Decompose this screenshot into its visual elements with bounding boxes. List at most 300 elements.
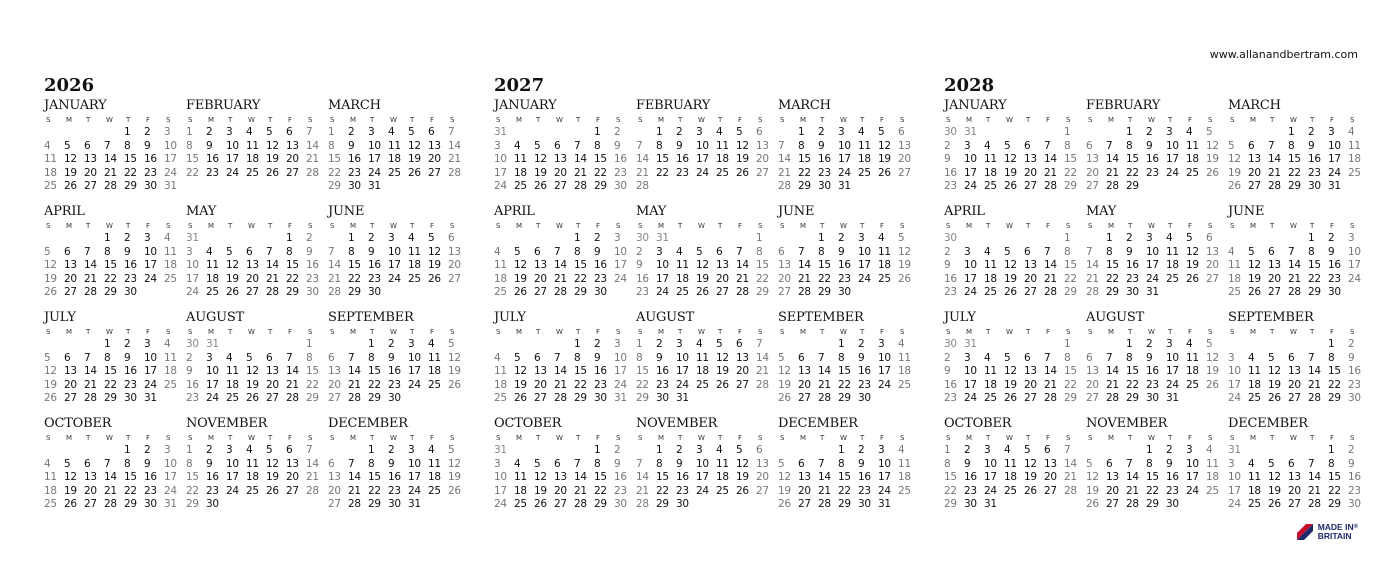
weekday-header-row — [494, 433, 634, 444]
weekday-initial: S — [1230, 434, 1235, 442]
day-cell: 9 — [1348, 351, 1355, 364]
day-cell: 20 — [798, 484, 811, 497]
weekday-initial: S — [188, 328, 193, 336]
day-cell: 26 — [1268, 498, 1281, 510]
day-cell: 21 — [348, 378, 361, 391]
day-cell: 6 — [554, 139, 561, 152]
day-cell: 27 — [1268, 286, 1281, 298]
weekday-initial: F — [430, 222, 434, 230]
week-row — [186, 338, 326, 352]
day-cell: 14 — [84, 259, 97, 271]
day-cell: 28 — [448, 166, 461, 179]
week-row — [778, 167, 918, 181]
day-cell: 22 — [1328, 378, 1341, 391]
weekday-initial: T — [1168, 434, 1172, 442]
day-cell: 8 — [368, 351, 375, 364]
week-row — [494, 365, 634, 379]
day-cell: 28 — [1106, 392, 1119, 404]
day-cell: 13 — [1288, 365, 1301, 377]
day-cell: 16 — [388, 365, 401, 377]
day-cell: 26 — [44, 392, 57, 404]
weekday-initial: M — [800, 116, 806, 124]
day-cell: 20 — [64, 378, 77, 391]
day-cell: 9 — [594, 351, 601, 364]
day-cell: 12 — [246, 365, 259, 377]
week-row — [494, 259, 634, 273]
weekday-header-row — [1086, 327, 1226, 338]
day-cell: 1 — [594, 126, 601, 138]
day-cell: 1 — [306, 338, 313, 350]
day-cell: 24 — [838, 166, 851, 179]
day-cell: 5 — [64, 457, 71, 470]
day-cell: 11 — [878, 245, 891, 258]
day-cell: 30 — [124, 392, 137, 404]
week-row — [944, 167, 1084, 181]
day-cell: 9 — [944, 259, 951, 271]
month-name: OCTOBER — [944, 416, 1012, 431]
day-cell: 31 — [878, 498, 891, 510]
day-cell: 26 — [736, 166, 749, 179]
day-cell: 11 — [676, 259, 689, 271]
day-cell: 27 — [448, 272, 461, 285]
day-cell: 8 — [656, 457, 663, 470]
week-row — [636, 444, 776, 458]
day-cell: 3 — [614, 232, 621, 244]
weekday-initial: T — [986, 328, 990, 336]
day-cell: 1 — [818, 232, 825, 244]
day-cell: 23 — [838, 272, 851, 285]
day-cell: 4 — [44, 139, 51, 152]
weekday-initial: W — [1290, 434, 1297, 442]
month-april — [44, 204, 186, 310]
day-cell: 14 — [1044, 153, 1057, 165]
day-cell: 7 — [306, 126, 313, 138]
day-cell: 19 — [514, 272, 527, 285]
day-cell — [1268, 232, 1288, 246]
month-name: MARCH — [778, 98, 831, 113]
month-grid — [328, 115, 468, 194]
day-cell — [1288, 232, 1308, 246]
day-cell: 7 — [1308, 457, 1315, 470]
day-cell: 23 — [676, 484, 689, 497]
day-cell: 9 — [838, 245, 845, 258]
day-cell: 1 — [124, 126, 131, 138]
day-cell: 7 — [818, 351, 825, 364]
day-cell: 24 — [164, 484, 177, 497]
day-cell: 4 — [1186, 338, 1193, 350]
week-row — [494, 458, 634, 472]
day-cell: 6 — [1024, 351, 1031, 364]
day-cell: 31 — [676, 392, 689, 404]
day-cell: 10 — [964, 259, 977, 271]
day-cell: 4 — [676, 245, 683, 258]
day-cell: 1 — [328, 126, 335, 138]
day-cell: 4 — [984, 351, 991, 364]
weekday-header-row — [186, 433, 326, 444]
day-cell: 15 — [1146, 471, 1159, 483]
weekday-header-row — [778, 433, 918, 444]
week-row — [1228, 180, 1368, 194]
day-cell: 1 — [186, 126, 193, 138]
day-cell — [574, 126, 594, 140]
weekday-initial: T — [1168, 328, 1172, 336]
day-cell: 28 — [798, 286, 811, 298]
day-cell: 12 — [1228, 153, 1241, 165]
day-cell: 22 — [124, 484, 137, 497]
week-row — [186, 286, 326, 300]
day-cell: 17 — [164, 471, 177, 483]
day-cell: 5 — [266, 126, 273, 138]
day-cell: 1 — [186, 444, 193, 456]
day-cell: 25 — [984, 180, 997, 192]
day-cell: 24 — [226, 166, 239, 179]
weekday-initial: T — [228, 434, 232, 442]
day-cell: 19 — [448, 365, 461, 377]
day-cell — [64, 338, 84, 352]
day-cell: 23 — [656, 378, 669, 391]
day-cell: 23 — [206, 166, 219, 179]
day-cell: 31 — [494, 126, 507, 138]
month-grid — [1086, 115, 1226, 194]
day-cell: 8 — [306, 351, 313, 364]
day-cell: 10 — [838, 139, 851, 152]
day-cell: 22 — [818, 272, 831, 285]
day-cell: 17 — [388, 259, 401, 271]
day-cell: 22 — [1064, 166, 1077, 179]
weekday-initial: T — [228, 328, 232, 336]
week-row — [944, 286, 1084, 300]
day-cell: 12 — [226, 259, 239, 271]
week-row — [1228, 444, 1368, 458]
weekday-initial: F — [738, 434, 742, 442]
week-row — [328, 232, 468, 246]
weekday-header-row — [44, 327, 184, 338]
day-cell: 16 — [388, 471, 401, 483]
weekday-initial: S — [188, 116, 193, 124]
day-cell: 21 — [104, 484, 117, 497]
day-cell: 27 — [428, 166, 441, 179]
weekday-initial: T — [1026, 222, 1030, 230]
week-row — [778, 140, 918, 154]
day-cell: 29 — [368, 498, 381, 510]
week-row — [1086, 273, 1226, 287]
week-row — [778, 246, 918, 260]
weekday-initial: S — [1350, 328, 1355, 336]
day-cell — [778, 126, 798, 140]
day-cell — [226, 232, 246, 246]
day-cell: 14 — [306, 139, 319, 152]
day-cell: 9 — [388, 457, 395, 470]
weekday-initial: S — [330, 434, 335, 442]
weekday-initial: T — [1026, 434, 1030, 442]
week-row — [328, 153, 468, 167]
day-cell: 26 — [1206, 378, 1219, 391]
day-cell: 22 — [1126, 166, 1139, 179]
weekday-header-row — [44, 433, 184, 444]
day-cell: 27 — [798, 392, 811, 404]
day-cell: 24 — [1166, 378, 1179, 391]
month-name: MARCH — [1228, 98, 1281, 113]
day-cell: 20 — [554, 166, 567, 179]
day-cell: 30 — [1166, 498, 1179, 510]
day-cell: 10 — [368, 139, 381, 152]
day-cell: 30 — [1308, 180, 1321, 192]
day-cell: 15 — [368, 471, 381, 483]
month-grid — [1228, 221, 1368, 300]
day-cell: 9 — [1146, 351, 1153, 364]
month-name: FEBRUARY — [1086, 98, 1161, 113]
weekday-initial: S — [1066, 328, 1071, 336]
day-cell: 30 — [944, 338, 957, 350]
day-cell: 4 — [1248, 457, 1255, 470]
day-cell: 9 — [964, 457, 971, 470]
day-cell: 20 — [64, 272, 77, 285]
day-cell: 26 — [696, 286, 709, 298]
weekday-initial: S — [308, 222, 313, 230]
week-row — [1228, 471, 1368, 485]
day-cell — [206, 232, 226, 246]
day-cell: 26 — [226, 286, 239, 298]
week-row — [1086, 365, 1226, 379]
day-cell: 2 — [1126, 232, 1133, 244]
day-cell: 27 — [1288, 498, 1301, 510]
day-cell: 27 — [534, 286, 547, 298]
day-cell — [878, 180, 898, 194]
weekday-initial: S — [1208, 434, 1213, 442]
day-cell: 3 — [144, 338, 151, 350]
day-cell: 22 — [944, 484, 957, 497]
day-cell: 26 — [246, 392, 259, 404]
weekday-initial: S — [946, 434, 951, 442]
day-cell: 31 — [656, 232, 669, 244]
day-cell: 21 — [778, 166, 791, 179]
day-cell: 7 — [736, 245, 743, 258]
weekday-initial: S — [1088, 116, 1093, 124]
week-row — [1228, 126, 1368, 140]
weekday-initial: W — [698, 116, 705, 124]
day-cell: 13 — [1248, 153, 1261, 165]
day-cell: 13 — [1086, 365, 1099, 377]
week-row — [44, 471, 184, 485]
weekday-initial: W — [698, 328, 705, 336]
day-cell: 6 — [798, 351, 805, 364]
day-cell: 12 — [1206, 139, 1219, 152]
day-cell: 5 — [408, 126, 415, 138]
week-row — [186, 485, 326, 499]
day-cell: 2 — [944, 245, 951, 258]
day-cell — [1166, 286, 1186, 300]
day-cell: 9 — [1308, 139, 1315, 152]
day-cell: 1 — [104, 232, 111, 244]
weekday-initial: S — [1066, 434, 1071, 442]
day-cell: 19 — [736, 471, 749, 483]
weekday-header-row — [44, 221, 184, 232]
day-cell: 31 — [964, 126, 977, 138]
week-row — [1086, 458, 1226, 472]
day-cell: 29 — [306, 392, 319, 404]
day-cell: 24 — [984, 484, 997, 497]
weekday-initial: F — [430, 328, 434, 336]
day-cell: 11 — [246, 457, 259, 470]
day-cell: 8 — [818, 245, 825, 258]
day-cell: 22 — [798, 166, 811, 179]
day-cell: 17 — [1328, 153, 1341, 165]
day-cell: 7 — [348, 457, 355, 470]
week-row — [186, 246, 326, 260]
day-cell: 23 — [206, 484, 219, 497]
day-cell — [1268, 444, 1288, 458]
weekday-initial: T — [576, 222, 580, 230]
day-cell: 3 — [1146, 232, 1153, 244]
month-name: DECEMBER — [1228, 416, 1308, 431]
day-cell: 4 — [1248, 351, 1255, 364]
day-cell: 16 — [656, 365, 669, 377]
day-cell: 23 — [818, 166, 831, 179]
weekday-initial: S — [46, 116, 51, 124]
month-november — [1086, 416, 1228, 522]
day-cell — [716, 180, 736, 194]
day-cell: 24 — [964, 286, 977, 298]
day-cell: 7 — [1044, 245, 1051, 258]
day-cell: 16 — [1328, 259, 1341, 271]
week-row — [494, 232, 634, 246]
day-cell: 3 — [1328, 126, 1335, 138]
day-cell — [1268, 338, 1288, 352]
day-cell: 17 — [964, 272, 977, 285]
week-row — [778, 338, 918, 352]
day-cell: 28 — [818, 498, 831, 510]
week-row — [944, 246, 1084, 260]
day-cell — [878, 286, 898, 300]
week-row — [1228, 286, 1368, 300]
day-cell: 14 — [84, 365, 97, 377]
day-cell: 5 — [44, 245, 51, 258]
weekday-initial: T — [126, 116, 130, 124]
day-cell: 19 — [64, 484, 77, 497]
weekday-initial: T — [678, 434, 682, 442]
day-cell: 10 — [878, 351, 891, 364]
weekday-initial: S — [638, 328, 643, 336]
day-cell: 26 — [448, 484, 461, 497]
day-cell: 2 — [818, 126, 825, 138]
day-cell: 1 — [1288, 126, 1295, 138]
day-cell: 15 — [636, 365, 649, 377]
day-cell — [858, 180, 878, 194]
day-cell: 20 — [286, 471, 299, 483]
day-cell — [428, 286, 448, 300]
day-cell: 12 — [64, 471, 77, 483]
weekday-initial: S — [946, 222, 951, 230]
day-cell: 6 — [534, 245, 541, 258]
day-cell: 6 — [736, 338, 743, 350]
day-cell: 27 — [1206, 272, 1219, 285]
day-cell: 27 — [1288, 392, 1301, 404]
day-cell: 29 — [1064, 392, 1077, 404]
day-cell: 29 — [944, 498, 957, 510]
day-cell: 20 — [1248, 166, 1261, 179]
day-cell: 23 — [636, 286, 649, 298]
day-cell: 30 — [1146, 392, 1159, 404]
day-cell: 22 — [124, 166, 137, 179]
day-cell — [716, 392, 736, 406]
month-grid — [1086, 327, 1226, 406]
day-cell: 22 — [368, 484, 381, 497]
day-cell: 7 — [286, 351, 293, 364]
day-cell: 24 — [226, 484, 239, 497]
day-cell: 17 — [984, 471, 997, 483]
day-cell: 3 — [858, 232, 865, 244]
day-cell — [696, 180, 716, 194]
day-cell: 23 — [1126, 272, 1139, 285]
months-grid — [944, 98, 1364, 522]
week-row — [1086, 232, 1226, 246]
week-row — [186, 498, 326, 512]
day-cell: 19 — [1228, 166, 1241, 179]
day-cell: 29 — [818, 286, 831, 298]
week-row — [1228, 153, 1368, 167]
website-url[interactable]: www.allanandbertram.com — [1209, 48, 1358, 61]
month-march — [778, 98, 920, 204]
day-cell: 2 — [1348, 338, 1355, 350]
day-cell: 25 — [206, 286, 219, 298]
day-cell: 22 — [838, 484, 851, 497]
day-cell: 10 — [186, 259, 199, 271]
day-cell: 28 — [348, 392, 361, 404]
weekday-initial: M — [208, 116, 214, 124]
weekday-initial: W — [556, 116, 563, 124]
day-cell: 22 — [328, 166, 341, 179]
day-cell: 24 — [656, 286, 669, 298]
day-cell: 15 — [818, 259, 831, 271]
day-cell: 17 — [1166, 153, 1179, 165]
day-cell — [1064, 498, 1084, 512]
weekday-initial: M — [658, 116, 664, 124]
week-row — [494, 352, 634, 366]
day-cell: 5 — [1004, 245, 1011, 258]
day-cell: 28 — [328, 286, 341, 298]
day-cell: 14 — [756, 351, 769, 364]
day-cell: 28 — [818, 392, 831, 404]
day-cell: 25 — [514, 180, 527, 192]
day-cell — [448, 392, 468, 406]
day-cell: 14 — [306, 457, 319, 470]
weekday-initial: S — [758, 328, 763, 336]
weekday-header-row — [1228, 327, 1368, 338]
month-name: FEBRUARY — [186, 98, 261, 113]
day-cell: 9 — [818, 139, 825, 152]
day-cell: 6 — [798, 457, 805, 470]
day-cell — [984, 338, 1004, 352]
day-cell: 12 — [898, 245, 911, 258]
day-cell: 16 — [676, 153, 689, 165]
day-cell: 25 — [1248, 392, 1261, 404]
day-cell: 20 — [428, 153, 441, 165]
month-grid — [636, 115, 776, 194]
day-cell: 5 — [448, 444, 455, 456]
day-cell: 4 — [716, 444, 723, 456]
weekday-initial: T — [1128, 116, 1132, 124]
day-cell: 10 — [1166, 139, 1179, 152]
day-cell: 22 — [574, 272, 587, 285]
day-cell: 22 — [286, 272, 299, 285]
day-cell: 29 — [1308, 286, 1321, 298]
day-cell: 14 — [818, 471, 831, 483]
week-row — [494, 338, 634, 352]
week-row — [944, 352, 1084, 366]
weekday-initial: S — [46, 328, 51, 336]
weekday-initial: F — [288, 116, 292, 124]
day-cell — [554, 444, 574, 458]
